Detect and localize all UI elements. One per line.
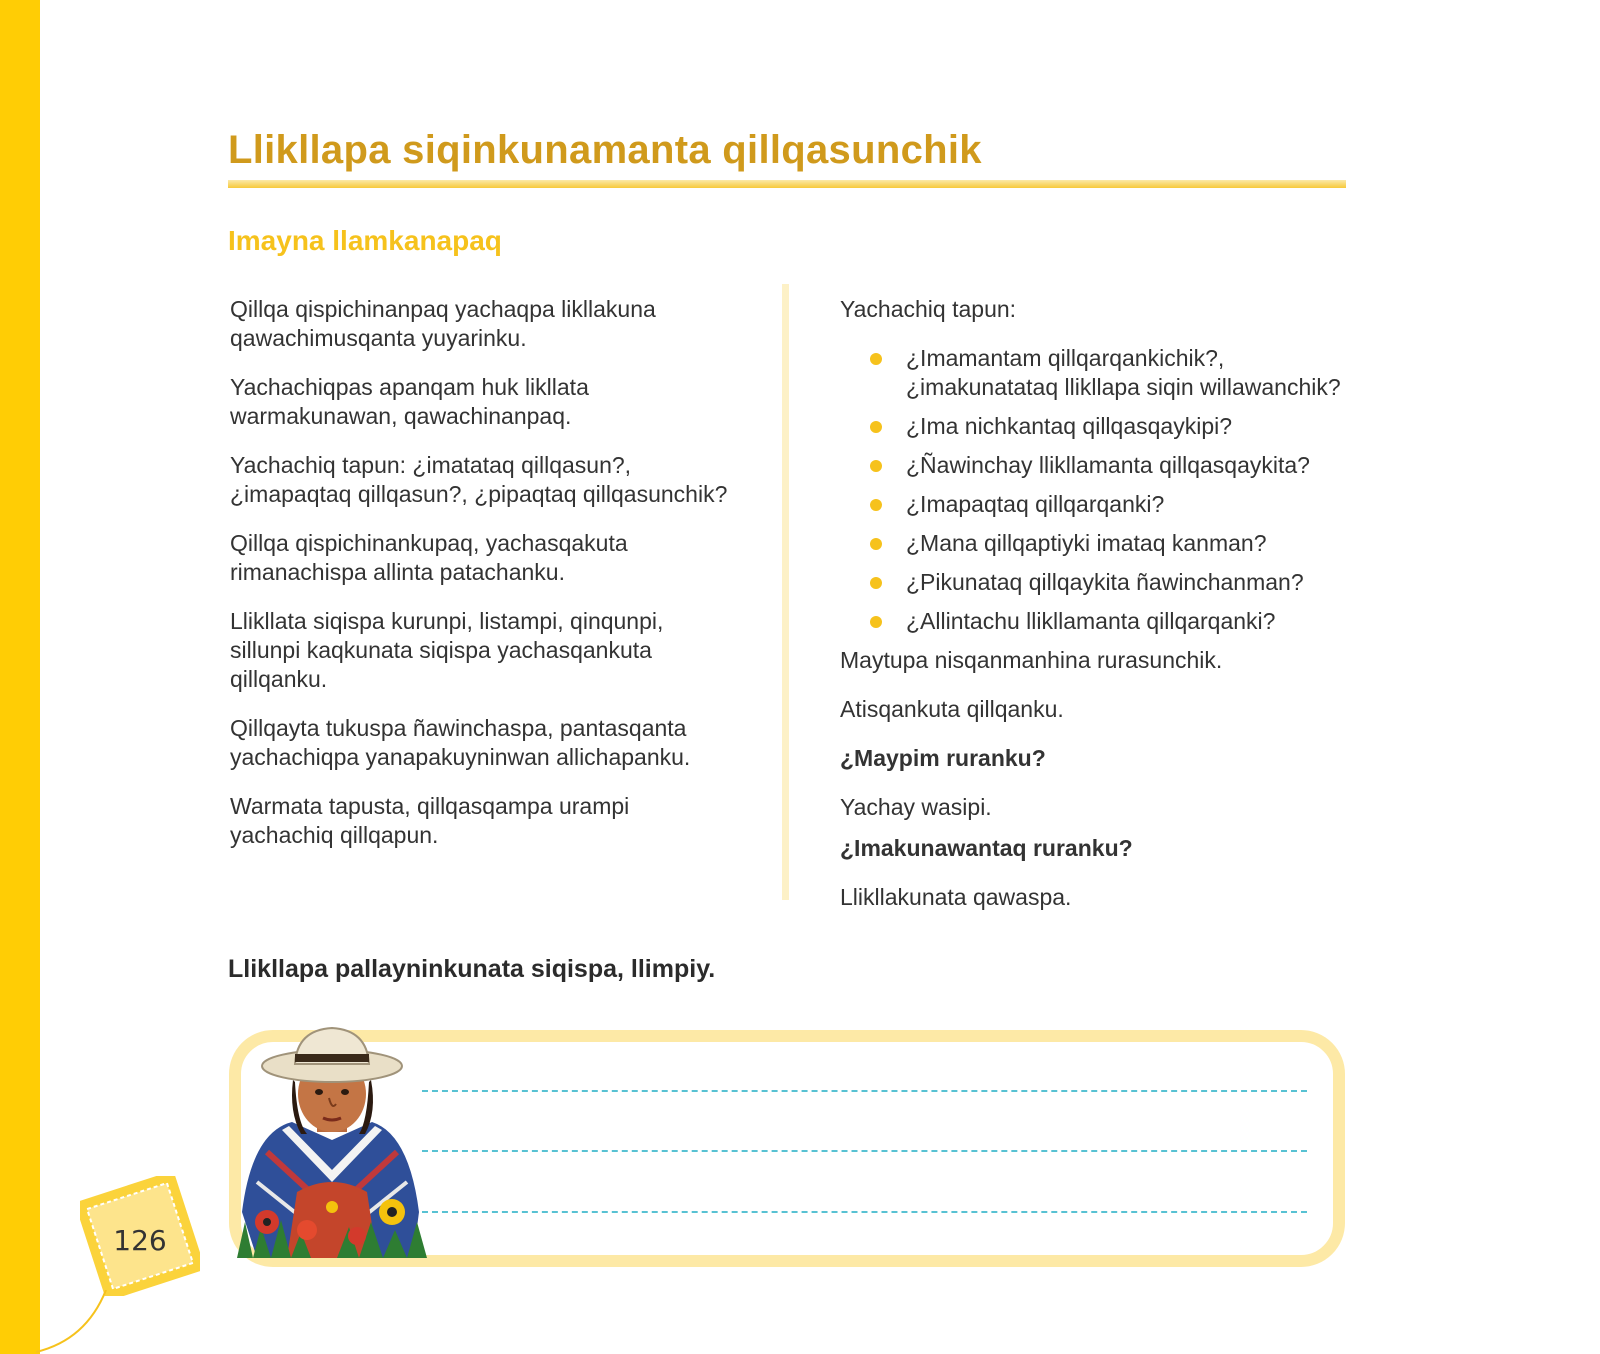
question-list xyxy=(840,344,1360,636)
bullet-icon xyxy=(870,616,882,628)
left-paragraph: Llikllata siqispa kurunpi, listampi, qinqunpi, sillunpi kaqkunata siqispa yachasqankuta qillqanku. xyxy=(230,608,664,692)
question-heading: ¿Imakunawantaq ruranku? xyxy=(840,835,1133,861)
left-column xyxy=(230,295,730,870)
list-item xyxy=(840,568,1360,597)
page-number: 126 xyxy=(113,1224,167,1257)
list-item-text: ¿Mana qillqaptiyki imataq kanman? xyxy=(906,530,1267,556)
girl-illustration xyxy=(237,1022,427,1258)
column-divider xyxy=(782,284,789,900)
left-paragraph: Qillqayta tukuspa ñawinchaspa, pantasqanta yachachiqpa yanapakuyninwan allichapanku. xyxy=(230,715,691,770)
section-subtitle: Imayna llamkanapaq xyxy=(228,225,502,256)
title-underline xyxy=(228,180,1346,188)
kite-string-icon xyxy=(36,1290,136,1354)
list-item xyxy=(840,490,1360,519)
page-title: Llikllapa siqinkunamanta qillqasunchik xyxy=(228,128,982,172)
list-item xyxy=(840,607,1360,636)
bullet-icon xyxy=(870,577,882,589)
bullet-icon xyxy=(870,499,882,511)
bullet-icon xyxy=(870,460,882,472)
answer-text: Llikllakunata qawaspa. xyxy=(840,884,1072,910)
left-paragraph: Qillqa qispichinanpaq yachaqpa likllakuna qawachimusqanta yuyarinku. xyxy=(230,296,656,351)
answer-text: Yachay wasipi. xyxy=(840,794,992,820)
list-item xyxy=(840,344,1360,402)
list-item-text: ¿Imapaqtaq qillqarqanki? xyxy=(906,491,1165,517)
writing-line[interactable] xyxy=(422,1090,1307,1092)
question-heading: ¿Maypim ruranku? xyxy=(840,745,1046,771)
left-paragraph: Yachachiq tapun: ¿imatataq qillqasun?, ¿imapaqtaq qillqasun?, ¿pipaqtaq qillqasunchik? xyxy=(230,452,728,507)
writing-line[interactable] xyxy=(422,1211,1307,1213)
right-column xyxy=(840,295,1360,912)
list-item xyxy=(840,529,1360,558)
right-paragraph: Atisqankuta qillqanku. xyxy=(840,696,1064,722)
left-accent-bar xyxy=(0,0,40,1354)
list-item-text: ¿Ima nichkantaq qillqasqaykipi? xyxy=(906,413,1233,439)
right-intro: Yachachiq tapun: xyxy=(840,296,1017,322)
left-paragraph: Warmata tapusta, qillqasqampa urampi yachachiq qillqapun. xyxy=(230,793,630,848)
list-item-text: ¿Pikunataq qillqaykita ñawinchanman? xyxy=(906,569,1304,595)
list-item xyxy=(840,412,1360,441)
bullet-icon xyxy=(870,421,882,433)
activity-instruction: Llikllapa pallayninkunata siqispa, llimpiy. xyxy=(228,955,716,983)
bullet-icon xyxy=(870,353,882,365)
left-paragraph: Yachachiqpas apanqam huk likllata warmakunawan, qawachinanpaq. xyxy=(230,374,589,429)
right-paragraph: Maytupa nisqanmanhina rurasunchik. xyxy=(840,647,1223,673)
list-item-text: ¿Imamantam qillqarqankichik?, ¿imakunatataq llikllapa siqin willawanchik? xyxy=(906,345,1341,400)
list-item-text: ¿Allintachu llikllamanta qillqarqanki? xyxy=(906,608,1276,634)
writing-line[interactable] xyxy=(422,1150,1307,1152)
list-item xyxy=(840,451,1360,480)
left-paragraph: Qillqa qispichinankupaq, yachasqakuta rimanachispa allinta patachanku. xyxy=(230,530,628,585)
list-item-text: ¿Ñawinchay llikllamanta qillqasqaykita? xyxy=(906,452,1310,478)
bullet-icon xyxy=(870,538,882,550)
